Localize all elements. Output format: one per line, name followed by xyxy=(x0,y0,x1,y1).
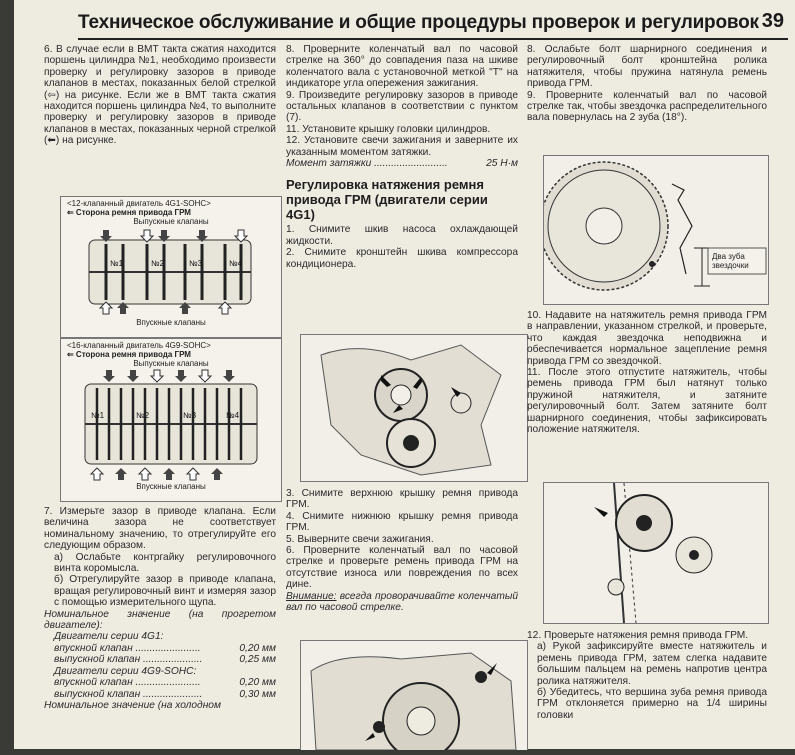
pulley-figure xyxy=(300,334,528,482)
torque-spec-row xyxy=(286,158,518,169)
cyl-3-label: №3 xyxy=(189,259,203,268)
column-right-middle xyxy=(527,310,767,435)
diagram-4g1-exhaust-label: Выпускные клапаны xyxy=(133,217,209,226)
belt-step-4-text: 4. Снимите нижнюю крышку ремня привода ГРМ. xyxy=(286,510,518,534)
diagram-4g1-intake-label: Впускные клапаны xyxy=(136,318,206,327)
column-right-lower xyxy=(527,630,767,721)
diagram-4g9-exhaust-label: Выпускные клапаны xyxy=(133,359,209,368)
cyl-2-label: №2 xyxy=(151,259,165,268)
column-left xyxy=(44,44,276,147)
spec-value: 0,20 мм xyxy=(239,677,276,689)
cyl-3-label-4g9: №3 xyxy=(183,411,197,420)
step-6-text: 6. В случае если в ВМТ такта сжатия находится поршень цилиндра №1, необходимо произвести проверку и регулировку зазоров в приводе клапанов в местах, показанных белой стрелкой (⇦) на рисунке. Если же в ВМТ такта сжатия находится поршень цилиндра №4, то выполните проверку и регулировку зазоров в приводе клапанов в местах, показанных черной стрелкой (⬅) на рисунке. xyxy=(44,44,276,147)
cyl-2-label-4g9: №2 xyxy=(136,411,150,420)
diagram-4g9-intake-label: Впускные клапаны xyxy=(136,482,206,491)
cyl-1-label-4g9: №1 xyxy=(91,411,105,420)
spec-label: выпускной клапан ..................... xyxy=(54,688,203,700)
step-12-right-text: 12. Проверьте натяжения ремня привода ГРМ. xyxy=(527,630,749,641)
diagram-4g9-subtitle: ⇐ Сторона ремня привода ГРМ xyxy=(67,350,191,359)
nominal-cold-label: Номинальное значение (на холодном xyxy=(44,699,221,711)
cyl-4-label: №4 xyxy=(229,259,243,268)
valve-train-drawing-4g9 xyxy=(61,368,279,482)
diagram-4g9-title: <16-клапанный двигатель 4G9-SOHC> xyxy=(67,341,211,350)
belt-step-5-text: 5. Выверните свечи зажигания. xyxy=(286,533,434,545)
torque-label: Момент затяжки .......................... xyxy=(286,158,448,170)
page-header xyxy=(78,8,788,40)
step-9-text: 9. Произведите регулировку зазоров в приводе остальных клапанов в соответствии с пунктом (7). xyxy=(286,89,518,124)
cyl-1-label: №1 xyxy=(110,259,124,268)
column-left-lower xyxy=(44,506,276,711)
page-title: Техническое обслуживание и общие процедуры проверок и регулировок xyxy=(78,12,759,33)
belt-step-6-text: 6. Проверните коленчатый вал по часовой стрелке и проверьте ремень привода ГРМ на отсутствие износа или повреждения по всех дине. xyxy=(286,545,518,591)
column-right xyxy=(527,44,767,124)
sprocket-drawing xyxy=(544,156,768,304)
step-7b-text: б) Отрегулируйте зазор в приводе клапана, вращая регулировочный винт и измеряя зазор с помощью измерительного щупа. xyxy=(54,574,276,609)
spec-value: 0,30 мм xyxy=(239,688,276,700)
sprocket-figure xyxy=(543,155,769,305)
tensioner-drawing xyxy=(544,483,768,623)
crankshaft-figure xyxy=(300,640,528,750)
step-7-text: 7. Измерьте зазор в приводе клапана. Если величина зазора не соответствует номинальному значению, то отрегулируйте его следующим образом. xyxy=(44,506,276,552)
crankshaft-drawing xyxy=(301,641,527,750)
engines-4g1-label: Двигатели серии 4G1: xyxy=(54,631,164,643)
cyl-4-label-4g9: №4 xyxy=(226,411,240,420)
spec-value: 0,25 мм xyxy=(239,654,276,666)
spec-row-4g9-exhaust xyxy=(44,689,276,700)
spec-row-4g1-intake xyxy=(44,643,276,654)
spec-label: впускной клапан ....................... xyxy=(54,642,201,654)
step-8-text: 8. Проверните коленчатый вал по часовой стрелке на 360° до совпадения паза на шкиве коленчатого вала с установочной меткой "T" на индикаторе угла опережения зажигания. xyxy=(286,44,518,90)
diagram-4g1-title: <12-клапанный двигатель 4G1-SOHC> xyxy=(67,199,211,208)
valve-diagram-4g1 xyxy=(60,196,282,338)
step-8-right-text: 8. Ослабьте болт шарнирного соединения и регулировочный болт кронштейна ролика натяжителя, чтобы пружина натянула ремень привода ГРМ. xyxy=(527,44,767,90)
sprocket-teeth-label: Два зуба звездочки xyxy=(712,252,749,270)
step-12-text: 12. Установите свечи зажигания и заверните их указанным моментом затяжки. xyxy=(286,135,518,158)
attention-note xyxy=(286,591,518,614)
page-number: 39 xyxy=(761,10,784,32)
step-12a-text: а) Рукой зафиксируйте вместе натяжитель и ремень привода ГРМ, затем слегка надавите большим пальцем на ремень напротив центра ролика натяжителя. xyxy=(537,641,767,687)
step-10-text: 10. Надавите на натяжитель ремня привода ГРМ в направлении, указанном стрелкой, и проверьте, что каждая звездочка неподвижна и обеспечивается нормальное зацепление ремня привода ГРМ со звездочкой. xyxy=(527,310,767,367)
pulley-drawing xyxy=(301,335,527,481)
step-11-right-text: 11. После этого отпустите натяжитель, чтобы ремень привода ГРМ был натянут только пружиной натяжителя, и затяните регулировочный болт. Затем затяните болт шарнирного соединения, чтобы зафиксировать положение натяжителя. xyxy=(527,367,767,436)
torque-value: 25 Н·м xyxy=(486,158,518,170)
valve-diagram-4g9 xyxy=(60,338,282,502)
belt-step-1-text: 1. Снимите шкив насоса охлаждающей жидкости. xyxy=(286,224,518,247)
diagram-4g1-subtitle: ⇐ Сторона ремня привода ГРМ xyxy=(67,208,191,217)
step-9-right-text: 9. Проверните коленчатый вал по часовой стрелке так, чтобы звездочка распределительного вала повернулась на 2 зуба (18°). xyxy=(527,89,767,124)
engines-4g9-label: Двигатели серии 4G9-SOHC: xyxy=(54,665,197,677)
section-heading: Регулировка натяжения ремня привода ГРМ (двигатели серии 4G1) xyxy=(286,177,488,223)
nominal-hot-label: Номинальное значение (на прогретом двигателе): xyxy=(44,608,276,632)
spec-value: 0,20 мм xyxy=(239,642,276,654)
spec-row-4g1-exhaust xyxy=(44,654,276,665)
belt-step-2-text: 2. Снимите кронштейн шкива компрессора кондиционера. xyxy=(286,247,518,270)
attention-word: Внимание: xyxy=(286,590,337,602)
tensioner-figure xyxy=(543,482,769,624)
step-11-text: 11. Установите крышку головки цилиндров. xyxy=(286,123,491,135)
column-middle-lower xyxy=(286,488,518,613)
step-7a-text: а) Ослабьте контргайку регулировочного винта коромысла. xyxy=(54,551,276,575)
column-middle xyxy=(286,44,518,270)
attention-text: всегда проворачивайте коленчатый вал по часовой стрелке. xyxy=(286,590,518,614)
spec-label: впускной клапан ....................... xyxy=(54,677,201,689)
spec-row-4g9-intake xyxy=(44,677,276,688)
spec-label: выпускной клапан ..................... xyxy=(54,654,203,666)
step-12b-text: б) Убедитесь, что вершина зуба ремня привода ГРМ отклоняется примерно на 1/4 ширины головки xyxy=(537,687,767,721)
valve-train-drawing-4g1 xyxy=(61,226,279,318)
belt-step-3-text: 3. Снимите верхнюю крышку ремня привода ГРМ. xyxy=(286,488,518,511)
